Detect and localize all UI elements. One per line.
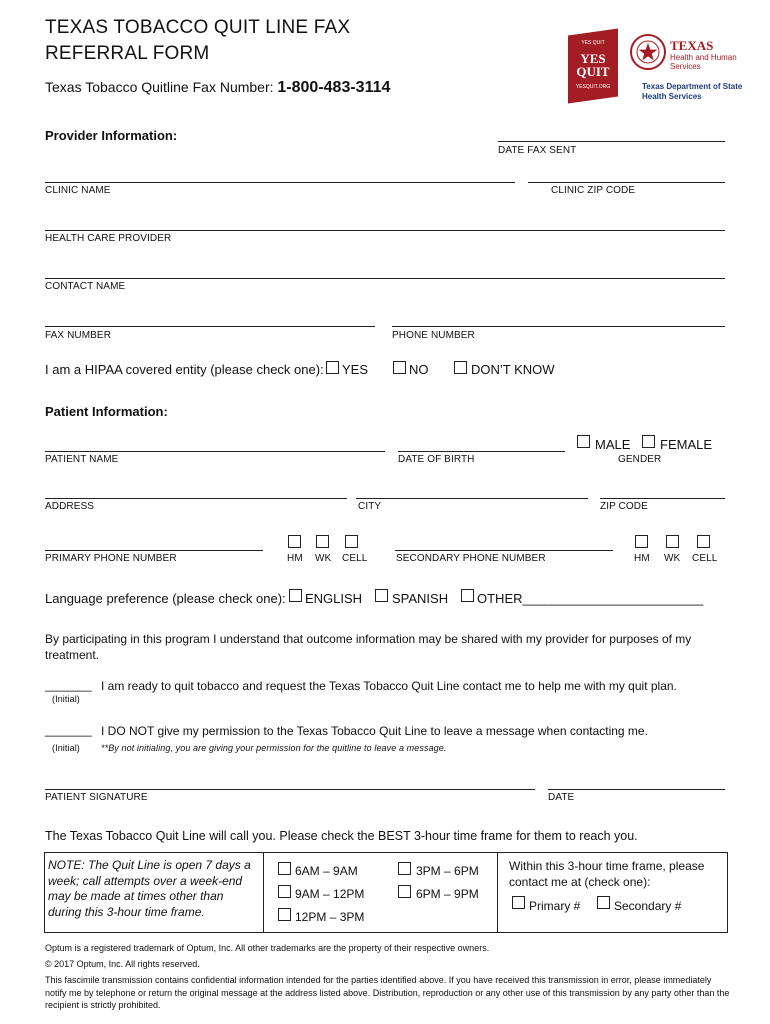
- no-permission-initial-field[interactable]: _______: [45, 723, 92, 737]
- gender-female-checkbox[interactable]: [642, 435, 655, 448]
- ready-initial-label: (Initial): [52, 694, 80, 704]
- time-6am-9am-checkbox[interactable]: [278, 862, 291, 875]
- secondary-cell-checkbox[interactable]: [697, 535, 710, 548]
- no-permission-text: I DO NOT give my permission to the Texas Tobacco Quit Line to leave a message when contacting me.: [101, 724, 648, 738]
- time-3pm-6pm-label: 3PM – 6PM: [416, 864, 479, 878]
- secondary-wk-checkbox[interactable]: [666, 535, 679, 548]
- time-3pm-6pm-checkbox[interactable]: [398, 862, 411, 875]
- ready-to-quit-text: I am ready to quit tobacco and request the Texas Tobacco Quit Line contact me to help me with my quit plan.: [101, 679, 677, 693]
- gender-male-checkbox[interactable]: [577, 435, 590, 448]
- signature-date-label: DATE: [548, 792, 575, 803]
- language-spanish-label: SPANISH: [392, 591, 449, 606]
- contact-preference-text: Within this 3-hour time frame, please contact me at (check one):: [509, 859, 705, 889]
- schedule-table: [44, 852, 728, 933]
- form-title-line2: REFERRAL FORM: [45, 43, 210, 64]
- form-title-line1: TEXAS TOBACCO QUIT LINE FAX: [45, 17, 351, 38]
- hipaa-question: I am a HIPAA covered entity (please check one):: [45, 362, 324, 377]
- language-english-label: ENGLISH: [305, 591, 363, 606]
- primary-wk-label: WK: [315, 553, 332, 564]
- hipaa-dont-know-label: DON’T KNOW: [471, 362, 555, 377]
- contact-secondary-label: Secondary #: [614, 899, 682, 913]
- secondary-cell-label: CELL: [692, 553, 718, 564]
- schedule-contact-cell: [498, 853, 727, 932]
- secondary-hm-label: HM: [634, 553, 650, 564]
- ready-initial-field[interactable]: _______: [45, 678, 92, 692]
- date-of-birth-label: DATE OF BIRTH: [398, 454, 475, 465]
- secondary-phone-field[interactable]: [395, 550, 613, 551]
- primary-wk-checkbox[interactable]: [316, 535, 329, 548]
- contact-primary-checkbox[interactable]: [512, 896, 525, 909]
- schedule-note-cell: [45, 853, 264, 932]
- primary-cell-label: CELL: [342, 553, 368, 564]
- confidentiality-disclaimer: This fascimile transmission contains confidential information intended for the parties identified above. If you have received this transmission in error, please immediately notify me by telephone or return the original message at the address listed above. Distribution, reproduction or any other use of this transmission by any party other than the recipient is strictly prohibited.: [45, 975, 730, 1010]
- zip-code-label: ZIP CODE: [600, 501, 648, 512]
- contact-secondary-checkbox[interactable]: [597, 896, 610, 909]
- time-6pm-9pm-checkbox[interactable]: [398, 885, 411, 898]
- primary-cell-checkbox[interactable]: [345, 535, 358, 548]
- hhs-title: TEXAS: [670, 38, 714, 53]
- city-field[interactable]: [356, 498, 588, 499]
- gender-female-label: FEMALE: [660, 437, 713, 452]
- health-care-provider-label: HEALTH CARE PROVIDER: [45, 233, 172, 244]
- schedule-intro: The Texas Tobacco Quit Line will call you. Please check the BEST 3-hour time frame for them to reach you.: [45, 829, 638, 843]
- language-other-checkbox[interactable]: [461, 589, 474, 602]
- secondary-hm-checkbox[interactable]: [635, 535, 648, 548]
- texas-seal-icon: [630, 34, 666, 70]
- signature-date-field[interactable]: [548, 789, 725, 790]
- no-permission-initial-label: (Initial): [52, 743, 80, 753]
- clinic-zip-label: CLINIC ZIP CODE: [551, 185, 636, 196]
- time-12pm-3pm-label: 12PM – 3PM: [295, 910, 365, 924]
- time-6am-9am-label: 6AM – 9AM: [295, 864, 358, 878]
- fax-number-label: Texas Tobacco Quitline Fax Number:: [45, 79, 274, 95]
- provider-fax-field[interactable]: [45, 326, 375, 327]
- provider-phone-label: PHONE NUMBER: [392, 330, 475, 341]
- provider-phone-field[interactable]: [392, 326, 725, 327]
- health-care-provider-field[interactable]: [45, 230, 725, 231]
- patient-heading: Patient Information:: [45, 404, 168, 419]
- schedule-note: NOTE: The Quit Line is open 7 days a week; call attempts over a week-end may be made at times other than during this 3-hour time frame.: [48, 858, 251, 919]
- secondary-phone-label: SECONDARY PHONE NUMBER: [396, 553, 546, 564]
- fax-number-line: [45, 79, 390, 97]
- hipaa-no-label: NO: [409, 362, 429, 377]
- provider-heading: Provider Information:: [45, 128, 178, 143]
- primary-phone-label: PRIMARY PHONE NUMBER: [45, 553, 177, 564]
- contact-name-label: CONTACT NAME: [45, 281, 126, 292]
- zip-code-field[interactable]: [600, 498, 725, 499]
- language-other-label: OTHER_________________________: [477, 591, 704, 606]
- time-9am-12pm-checkbox[interactable]: [278, 885, 291, 898]
- primary-hm-label: HM: [287, 553, 303, 564]
- secondary-wk-label: WK: [664, 553, 681, 564]
- clinic-name-label: CLINIC NAME: [45, 185, 111, 196]
- provider-fax-label: FAX NUMBER: [45, 330, 112, 341]
- hipaa-no-checkbox[interactable]: [393, 361, 406, 374]
- patient-name-label: PATIENT NAME: [45, 454, 119, 465]
- gender-label: GENDER: [618, 454, 662, 465]
- primary-phone-field[interactable]: [45, 550, 263, 551]
- dshs-label: Texas Department of State Health Services: [642, 82, 743, 101]
- gender-male-label: MALE: [595, 437, 631, 452]
- address-label: ADDRESS: [45, 501, 95, 512]
- hipaa-dont-know-checkbox[interactable]: [454, 361, 467, 374]
- consent-intro: By participating in this program I understand that outcome information may be shared with my provider for purposes of my treatment.: [45, 632, 692, 662]
- language-english-checkbox[interactable]: [289, 589, 302, 602]
- fax-number-value: 1-800-483-3114: [277, 79, 391, 96]
- date-of-birth-field[interactable]: [398, 451, 565, 452]
- hipaa-yes-label: YES: [342, 362, 369, 377]
- hhs-subtitle: Health and Human Services: [670, 53, 737, 71]
- primary-hm-checkbox[interactable]: [288, 535, 301, 548]
- copyright-notice: © 2017 Optum, Inc. All rights reserved.: [45, 959, 200, 969]
- patient-signature-field[interactable]: [45, 789, 535, 790]
- yes-quit-logo: YES QUIT YES QUIT YESQUIT.ORG: [568, 32, 618, 100]
- clinic-name-field[interactable]: [45, 182, 515, 183]
- language-question: Language preference (please check one):: [45, 591, 286, 606]
- no-initial-note: **By not initialing, you are giving your permission for the quitline to leave a message.: [101, 743, 447, 753]
- clinic-zip-field[interactable]: [528, 182, 725, 183]
- time-9am-12pm-label: 9AM – 12PM: [295, 887, 365, 901]
- address-field[interactable]: [45, 498, 347, 499]
- date-fax-sent-field[interactable]: [498, 141, 725, 142]
- contact-primary-label: Primary #: [529, 899, 581, 913]
- time-6pm-9pm-label: 6PM – 9PM: [416, 887, 479, 901]
- patient-name-field[interactable]: [45, 451, 385, 452]
- time-12pm-3pm-checkbox[interactable]: [278, 908, 291, 921]
- date-fax-sent-label: DATE FAX SENT: [498, 145, 577, 156]
- language-spanish-checkbox[interactable]: [375, 589, 388, 602]
- contact-name-field[interactable]: [45, 278, 725, 279]
- city-label: CITY: [358, 501, 382, 512]
- schedule-times-cell: [264, 853, 498, 932]
- trademark-notice: Optum is a registered trademark of Optum, Inc. All other trademarks are the property of their respective owners.: [45, 943, 490, 953]
- hipaa-yes-checkbox[interactable]: [326, 361, 339, 374]
- patient-signature-label: PATIENT SIGNATURE: [45, 792, 148, 803]
